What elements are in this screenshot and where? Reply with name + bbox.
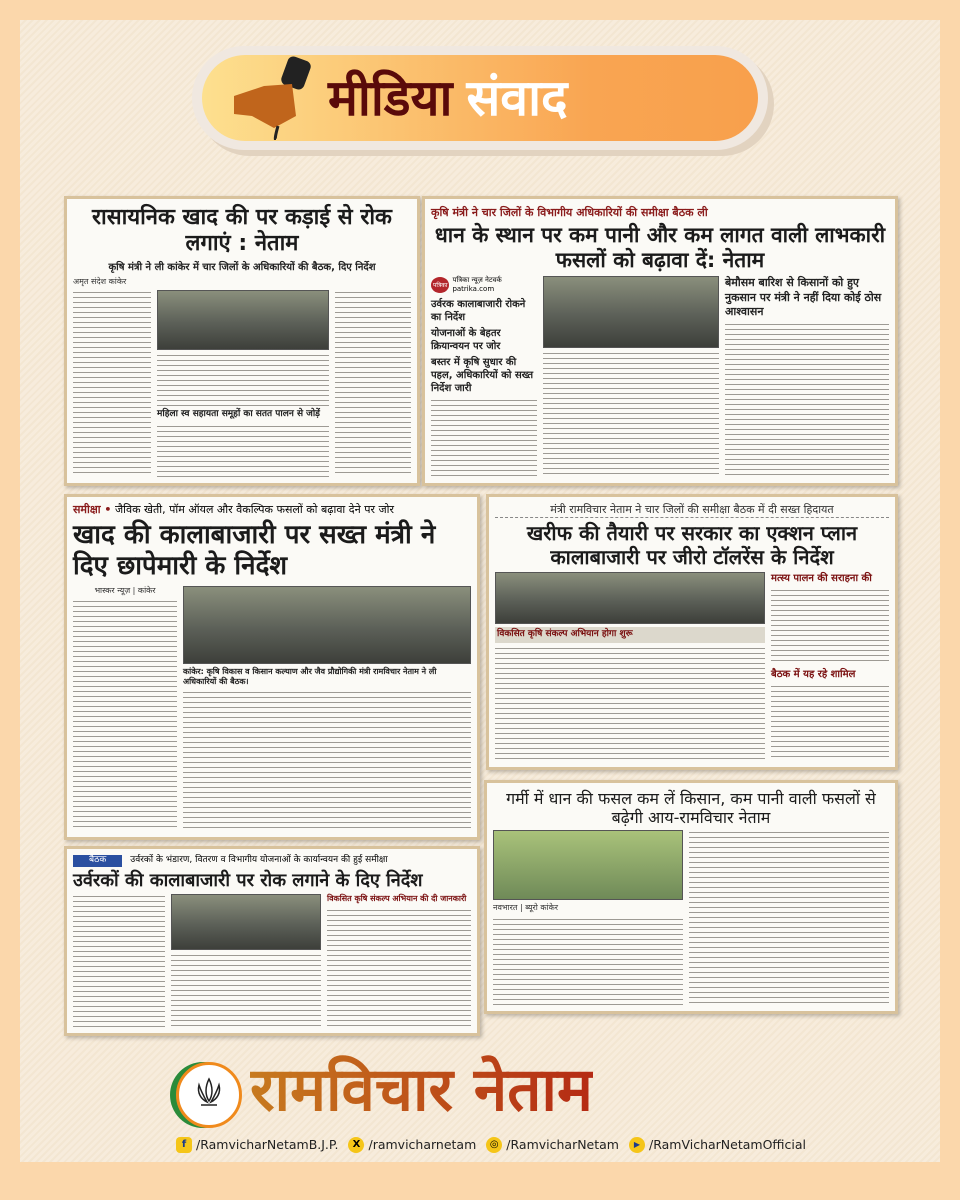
- social-handle: /ramvicharnetam: [368, 1137, 477, 1152]
- clipping-headline: खरीफ की तैयारी पर सरकार का एक्शन प्लान कालाबाजारी पर जीरो टॉलरेंस के निर्देश: [526, 521, 858, 570]
- meeting-photo: [157, 290, 329, 350]
- x-icon: X: [348, 1137, 364, 1153]
- clipping-source: पत्रिका न्यूज़ नेटवर्क: [452, 276, 502, 285]
- bjp-lotus-logo: [176, 1062, 242, 1128]
- clipping-headline: धान के स्थान पर कम पानी और कम लागत वाली लाभकारी फसलों को बढ़ावा दें: नेताम: [434, 223, 886, 273]
- clipping-side-heading: बैठक में यह रहे शामिल: [771, 669, 856, 681]
- instagram-icon: ◎: [486, 1137, 502, 1153]
- clipping-side-heading: महिला स्व सहायता समूहों का सतत पालन से जोड़ें: [157, 409, 320, 420]
- clipping-byline: नवभारत | ब्यूरो कांकेर: [493, 903, 559, 913]
- clipping-headline: रासायनिक खाद की पर कड़ाई से रोक लगाएं : नेताम: [92, 205, 392, 257]
- clipping-point: बस्तर में कृषि सुधार की पहल, अधिकारियों को सख्त निर्देश जारी: [431, 356, 534, 394]
- meeting-photo: [495, 572, 765, 624]
- clipping-point: उर्वरक कालाबाजारी रोकने का निर्देश: [431, 298, 526, 323]
- clipping-kicker: जैविक खेती, पॉम ऑयल और वैकल्पिक फसलों को बढ़ावा देने पर जोर: [114, 503, 394, 516]
- clipping-headline: उर्वरकों की कालाबाजारी पर रोक लगाने के दिए निर्देश: [73, 869, 423, 891]
- banner-title-samvad: संवाद: [466, 69, 568, 127]
- clipping-kicker: उर्वरकों के भंडारण, वितरण व विभागीय योजनाओं के कार्यान्वयन की हुई समीक्षा: [130, 855, 388, 865]
- social-handle: /RamVicharNetamOfficial: [648, 1137, 806, 1152]
- footer-name: रामविचार नेताम: [250, 1050, 593, 1130]
- microphone-hand-icon: [234, 56, 314, 140]
- news-clipping-6: [484, 780, 898, 1014]
- news-clipping-1: [64, 196, 420, 486]
- bottom-strip: [20, 1162, 940, 1180]
- social-handle: /RamvicharNetamB.J.P.: [196, 1137, 339, 1152]
- clipping-side-heading: मत्स्य पालन की सराहना की: [771, 573, 872, 585]
- media-samvad-banner: [192, 46, 768, 150]
- clipping-source-url: patrika.com: [452, 285, 495, 294]
- clipping-kicker-label: समीक्षा •: [73, 503, 112, 516]
- clipping-byline: अमृत संदेश कांकेर: [73, 276, 127, 286]
- clipping-headline: गर्मी में धान की फसल कम लें किसान, कम पानी वाली फसलों से बढ़ेगी आय-रामविचार नेताम: [506, 789, 876, 828]
- clipping-subhead: कृषि मंत्री ने ली कांकेर में चार जिलों के अधिकारियों की बैठक, दिए निर्देश: [108, 261, 376, 273]
- social-handle: /RamvicharNetam: [506, 1137, 619, 1152]
- clipping-side-heading: विकसित कृषि संकल्प अभियान की दी जानकारी: [327, 894, 467, 904]
- news-clipping-5: [64, 846, 480, 1036]
- social-link-youtube[interactable]: [629, 1136, 806, 1154]
- clipping-kicker-label: बैठक: [73, 855, 122, 867]
- clipping-point: योजनाओं के बेहतर क्रियान्वयन पर जोर: [431, 327, 501, 352]
- meeting-photo: [171, 894, 321, 950]
- clipping-box-heading: विकसित कृषि संकल्प अभियान होगा शुरू: [495, 627, 765, 643]
- news-clipping-4: [486, 494, 898, 770]
- clipping-byline: भास्कर न्यूज़ | कांकेर: [94, 585, 156, 595]
- social-link-facebook[interactable]: [176, 1136, 338, 1154]
- news-clipping-2: [422, 196, 898, 486]
- patrika-logo: पत्रिका: [431, 277, 449, 293]
- social-link-x[interactable]: [348, 1136, 476, 1154]
- banner-title-media: मीडिया: [328, 69, 453, 127]
- youtube-icon: ▶: [629, 1137, 645, 1153]
- clipping-headline: खाद की कालाबाजारी पर सख्त मंत्री ने दिए छापेमारी के निर्देश: [73, 520, 436, 582]
- social-link-instagram[interactable]: [486, 1136, 619, 1154]
- meeting-photo: [543, 276, 719, 348]
- facebook-icon: f: [176, 1137, 192, 1153]
- photo-caption: कांकेर: कृषि विकास व किसान कल्याण और जैव प्रौद्योगिकी मंत्री रामविचार नेताम ने ली अधिकारियों की बैठक।: [183, 666, 437, 687]
- news-clipping-3: [64, 494, 480, 840]
- minister-photo: [493, 830, 683, 900]
- clipping-kicker: कृषि मंत्री ने चार जिलों के विभागीय अधिकारियों की समीक्षा बैठक ली: [431, 206, 708, 219]
- clipping-box-heading: बेमौसम बारिश से किसानों को हुए नुकसान पर मंत्री ने नहीं दिया कोई ठोस आश्वासन: [725, 276, 882, 318]
- social-links: [176, 1136, 806, 1154]
- clipping-kicker: मंत्री रामविचार नेताम ने चार जिलों की समीक्षा बैठक में दी सख्त हिदायत: [495, 503, 889, 518]
- meeting-photo: [183, 586, 471, 664]
